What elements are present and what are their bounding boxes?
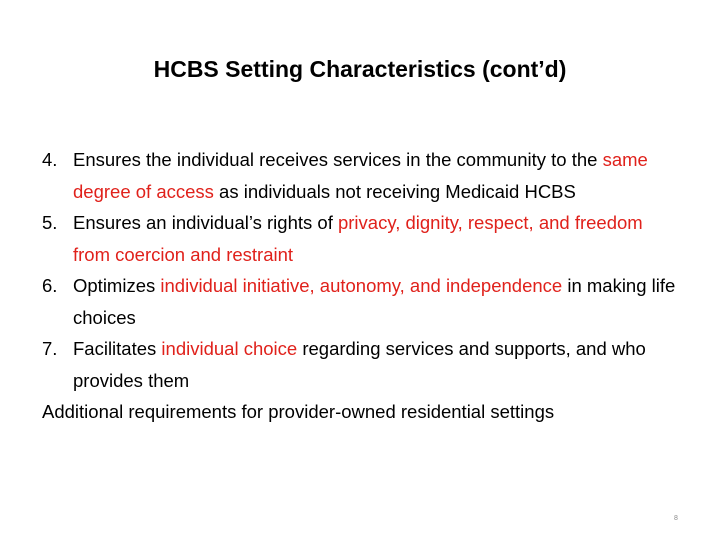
characteristics-list (42, 144, 682, 428)
list-item-5 (42, 207, 682, 270)
item-number: 4. (42, 149, 58, 170)
item-text: Ensures the individual receives services in the community to the (73, 149, 603, 170)
item-highlight: same degree of access (73, 149, 648, 202)
item-text: Ensures an individual’s rights of (73, 212, 338, 233)
slide-title: HCBS Setting Characteristics (cont’d) (153, 56, 567, 82)
item-text-continued: regarding services and supports, and who provides them (73, 338, 646, 391)
item-number: 6. (42, 275, 58, 296)
additional-requirements: Additional requirements for provider-owned residential settings (42, 401, 555, 422)
item-text-continued: in making life choices (73, 275, 676, 328)
item-text-continued: as individuals not receiving Medicaid HCBS (213, 180, 576, 202)
item-text: Facilitates (73, 338, 162, 359)
page-number: 8 (674, 515, 678, 522)
list-item-7 (42, 333, 682, 396)
item-highlight: individual initiative, autonomy, and independence (160, 275, 563, 296)
list-item-6 (42, 270, 682, 333)
item-number: 7. (42, 338, 58, 359)
list-item-4 (42, 144, 682, 207)
item-text: Optimizes (73, 275, 161, 296)
item-number: 5. (42, 212, 58, 233)
item-highlight: individual choice (161, 338, 298, 359)
item-highlight: privacy, dignity, respect, and freedom from coercion and restraint (73, 212, 643, 265)
